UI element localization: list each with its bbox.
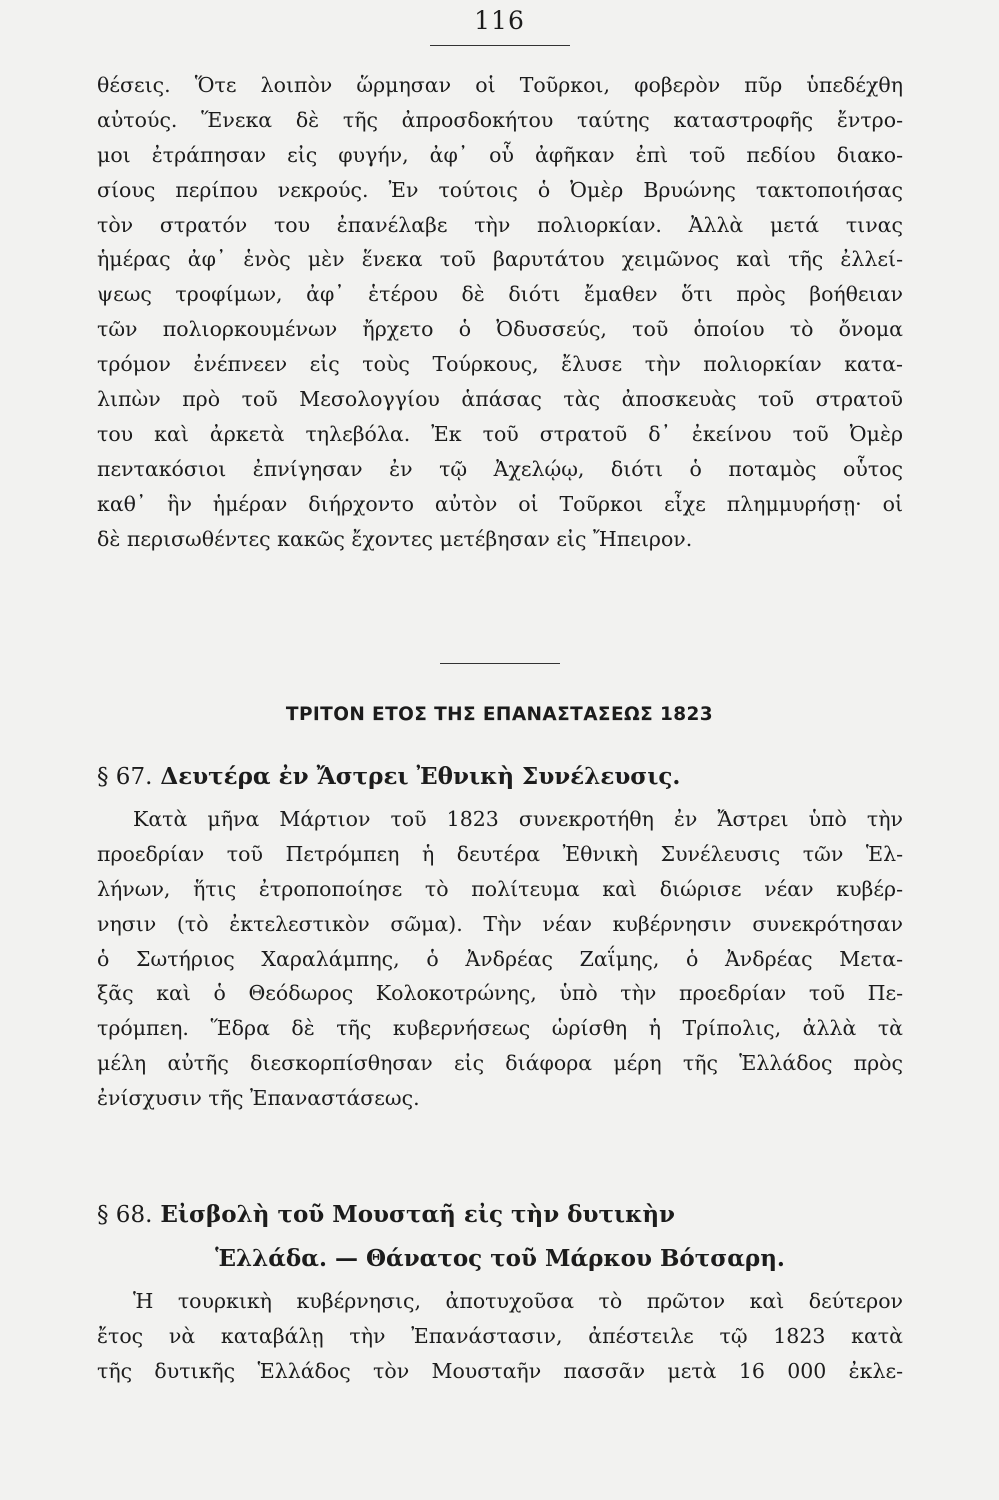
text-line: ἐνίσχυσιν τῆς Ἐπαναστάσεως. [97,1086,420,1111]
text-line: ψεως τροφίμων, ἀφ᾽ ἑτέρου δὲ διότι ἔμαθεν ὅτι πρὸς βοήθειαν [97,282,903,307]
text-line: σίους περίπου νεκρούς. Ἐν τούτοις ὁ Ὀμὲρ Βρυώνης τακτοποιήσας [97,177,903,202]
section-68-title [97,1196,903,1234]
text-line: τῆς δυτικῆς Ἑλλάδος τὸν Μουσταῆν πασσᾶν μετὰ 16 000 ἐκλε- [97,1358,903,1383]
section-mark: § 68. [97,1202,153,1228]
text-line: μέλη αὐτῆς διεσκορπίσθησαν εἰς διάφορα μέρη τῆς Ἑλλάδος πρὸς [97,1051,903,1076]
section-68-title-cont: Ἑλλάδα. — Θάνατος τοῦ Μάρκου Βότσαρη. [215,1245,785,1272]
text-line: Ἡ τουρκικὴ κυβέρνησις, ἀποτυχοῦσα τὸ πρῶτον καὶ δεύτερον [133,1289,903,1313]
page-number: 116 [474,6,525,35]
section-mark: § 67. [97,764,153,790]
text-line: ἡμέρας ἀφ᾽ ἑνὸς μὲν ἕνεκα τοῦ βαρυτάτου χειμῶνος καὶ τῆς ἐλλεί- [97,247,903,272]
paragraph-continuation [97,68,903,556]
section-67-title [97,758,903,796]
text-line: δὲ περισωθέντες κακῶς ἔχοντες μετέβησαν εἰς Ἤπειρον. [97,526,693,551]
header-rule [430,45,570,46]
text-line: τὸν στρατόν του ἐπανέλαβε τὴν πολιορκίαν. Ἀλλὰ μετά τινας [97,212,903,237]
text-line: τρόμπεη. Ἕδρα δὲ τῆς κυβερνήσεως ὡρίσθη ἡ Τρίπολις, ἀλλὰ τὰ [97,1016,903,1041]
text-line: μοι ἐτράπησαν εἰς φυγήν, ἀφ᾽ οὗ ἀφῆκαν ἐπὶ τοῦ πεδίου διακο- [97,142,903,167]
text-line: πεντακόσιοι ἐπνίγησαν ἐν τῷ Ἀχελῴῳ, διότι ὁ ποταμὸς οὗτος [97,456,903,481]
section-title-text: Εἰσβολὴ τοῦ Μουσταῆ εἰς τὴν δυτικὴν [160,1201,675,1228]
text-line: λήνων, ἥτις ἐτροποποίησε τὸ πολίτευμα καὶ διώρισε νέαν κυβέρ- [97,876,903,901]
section-68 [97,1196,903,1389]
text-line: λιπὼν πρὸ τοῦ Μεσολογγίου ἁπάσας τὰς ἀποσκευὰς τοῦ στρατοῦ [97,387,903,412]
text-line: προεδρίαν τοῦ Πετρόμπεη ἡ δευτέρα Ἐθνικὴ Συνέλευσις τῶν Ἑλ- [97,841,903,866]
text-line: τῶν πολιορκουμένων ἤρχετο ὁ Ὀδυσσεύς, τοῦ ὁποίου τὸ ὄνομα [97,317,903,342]
text-line: τρόμον ἐνέπνεεν εἰς τοὺς Τούρκους, ἔλυσε τὴν πολιορκίαν κατα- [97,352,903,377]
section-67 [97,758,903,1116]
text-line: ὁ Σωτήριος Χαραλάμπης, ὁ Ἀνδρέας Ζαΐμης, ὁ Ἀνδρέας Μετα- [97,946,903,971]
text-line: Κατὰ μῆνα Μάρτιον τοῦ 1823 συνεκροτήθη ἐν Ἄστρει ὑπὸ τὴν [133,807,903,831]
text-line: ἔτος νὰ καταβάλῃ τὴν Ἐπανάστασιν, ἀπέστειλε τῷ 1823 κατὰ [97,1323,903,1348]
text-line: του καὶ ἀρκετὰ τηλεβόλα. Ἐκ τοῦ στρατοῦ δ᾽ ἐκείνου τοῦ Ὀμὲρ [97,421,903,446]
text-line: καθ᾽ ἣν ἡμέραν διήρχοντο αὐτὸν οἱ Τοῦρκοι εἶχε πλημμυρήσῃ· οἱ [97,491,903,516]
section-title-text: Δευτέρα ἐν Ἄστρει Ἐθνικὴ Συνέλευσις. [160,763,681,790]
text-line: ξᾶς καὶ ὁ Θεόδωρος Κολοκοτρώνης, ὑπὸ τὴν προεδρίαν τοῦ Πε- [97,981,903,1006]
text-line: αὐτούς. Ἕνεκα δὲ τῆς ἀπροσδοκήτου ταύτης καταστροφῆς ἔντρο- [97,107,903,132]
section-divider [440,663,560,664]
text-line: θέσεις. Ὅτε λοιπὸν ὥρμησαν οἱ Τοῦρκοι, φοβερὸν πῦρ ὑπεδέχθη [97,73,903,97]
section-heading: ΤΡΙΤΟΝ ΕΤΟΣ ΤΗΣ ΕΠΑΝΑΣΤΑΣΕΩΣ 1823 [285,704,714,725]
text-line: νησιν (τὸ ἐκτελεστικὸν σῶμα). Τὴν νέαν κυβέρνησιν συνεκρότησαν [97,911,903,936]
